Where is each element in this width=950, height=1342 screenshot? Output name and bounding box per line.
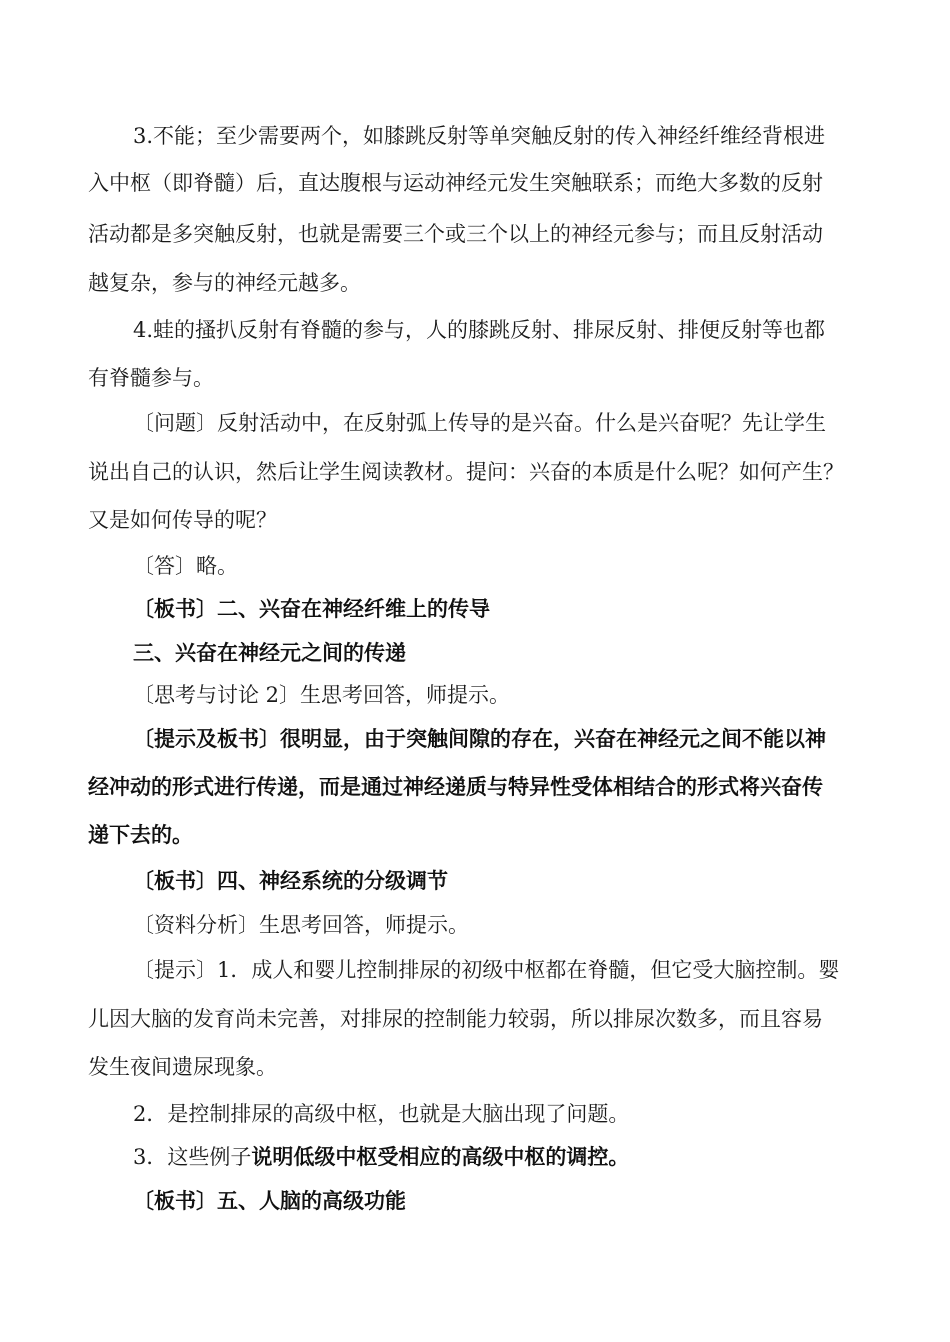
text-run: 3．这些例子 [133, 1145, 252, 1169]
text-line: 3.不能；至少需要两个，如膝跳反射等单突触反射的传入神经纤维经背根进 [133, 124, 826, 148]
text-line: 〔资料分析〕生思考回答，师提示。 [133, 913, 469, 937]
text-line: 〔答〕略。 [133, 554, 238, 578]
text-line: 活动都是多突触反射，也就是需要三个或三个以上的神经元参与；而且反射活动 [88, 222, 823, 246]
text-line: 〔思考与讨论 2〕生思考回答，师提示。 [133, 683, 511, 707]
text-line: 越复杂，参与的神经元越多。 [88, 271, 361, 295]
text-line: 发生夜间遗尿现象。 [88, 1055, 277, 1079]
bold-text-line: 经冲动的形式进行传递，而是通过神经递质与特异性受体相结合的形式将兴奋传 [88, 775, 823, 799]
text-line: 儿因大脑的发育尚未完善，对排尿的控制能力较弱，所以排尿次数多，而且容易 [88, 1007, 823, 1031]
text-line [133, 1142, 629, 1172]
board-heading: 〔板书〕四、神经系统的分级调节 [133, 869, 448, 893]
text-line: 2．是控制排尿的高级中枢，也就是大脑出现了问题。 [133, 1102, 630, 1126]
board-heading: 〔板书〕五、人脑的高级功能 [133, 1189, 406, 1213]
bold-text-run: 说明低级中枢受相应的高级中枢的调控。 [251, 1145, 630, 1169]
text-line: 又是如何传导的呢？ [88, 508, 277, 532]
bold-text-line: 递下去的。 [88, 823, 193, 847]
text-line: 〔问题〕反射活动中，在反射弧上传导的是兴奋。什么是兴奋呢？先让学生 [133, 411, 826, 435]
text-line: 入中枢（即脊髓）后，直达腹根与运动神经元发生突触联系；而绝大多数的反射 [88, 171, 823, 195]
text-line: 4.蛙的搔扒反射有脊髓的参与，人的膝跳反射、排尿反射、排便反射等也都 [133, 318, 826, 342]
board-heading: 三、兴奋在神经元之间的传递 [133, 641, 406, 665]
board-heading: 〔板书〕二、兴奋在神经纤维上的传导 [133, 597, 490, 621]
text-line: 有脊髓参与。 [88, 366, 214, 390]
text-line: 说出自己的认识，然后让学生阅读教材。提问：兴奋的本质是什么呢？如何产生？ [88, 460, 844, 484]
text-line: 〔提示〕1．成人和婴儿控制排尿的初级中枢都在脊髓，但它受大脑控制。婴 [133, 958, 840, 982]
bold-text-line: 〔提示及板书〕很明显，由于突触间隙的存在，兴奋在神经元之间不能以神 [133, 727, 826, 751]
